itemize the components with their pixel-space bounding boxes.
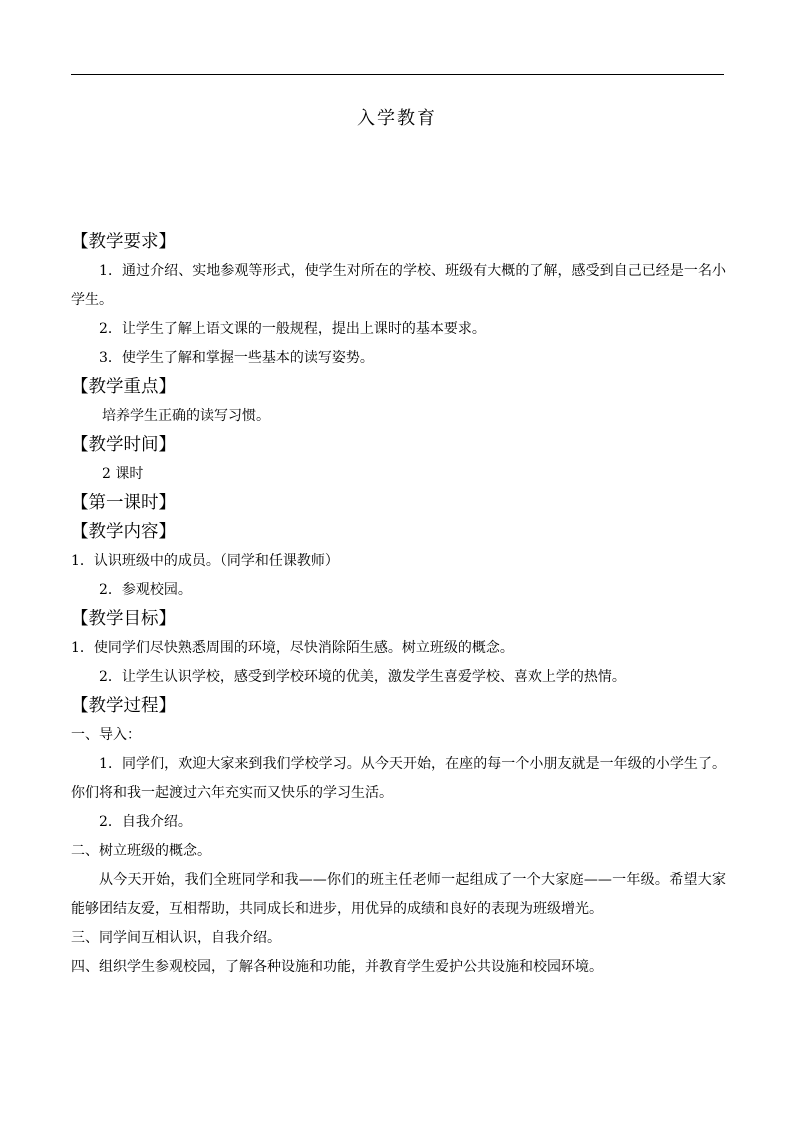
requirement-item: 2．让学生了解上语文课的一般规程，提出上课时的基本要求。 [99, 321, 486, 337]
heading-focus: 【教学重点】 [71, 377, 176, 397]
requirement-item: 1．通过介绍、实地参观等形式，使学生对所在的学校、班级有大概的了解，感受到自己已经是一名小学生。 [71, 263, 726, 308]
heading-goals: 【教学目标】 [71, 609, 176, 629]
process-step-4: 四、组织学生参观校园，了解各种设施和功能，并教育学生爱护公共设施和校园环境。 [71, 959, 603, 975]
goal-item: 2．让学生认识学校，感受到学校环境的优美，激发学生喜爱学校、喜欢上学的热情。 [99, 669, 626, 685]
heading-process: 【教学过程】 [71, 696, 176, 716]
time-text: 2 课时 [102, 466, 144, 482]
requirement-item: 3．使学生了解和掌握一些基本的读写姿势。 [99, 350, 374, 366]
heading-time: 【教学时间】 [71, 435, 176, 455]
process-intro-item: 1．同学们，欢迎大家来到我们学校学习。从今天开始，在座的每一个小朋友就是一年级的小学生了。你们将和我一起渡过六年充实而又快乐的学习生活。 [71, 756, 726, 801]
process-intro-item: 2．自我介绍。 [99, 814, 192, 830]
content-item: 1．认识班级中的成员。（同学和任课教师） [71, 553, 339, 569]
goal-item: 1．使同学们尽快熟悉周围的环境，尽快消除陌生感。树立班级的概念。 [71, 640, 514, 656]
heading-first-lesson: 【第一课时】 [71, 493, 176, 513]
page-title: 入学教育 [357, 108, 437, 129]
process-step-3: 三、同学间互相认识，自我介绍。 [71, 930, 281, 946]
heading-requirements: 【教学要求】 [71, 232, 176, 252]
heading-content: 【教学内容】 [71, 522, 176, 542]
process-step-intro: 一、导入： [71, 727, 141, 743]
content-item: 2．参观校园。 [99, 582, 192, 598]
process-step-2: 二、树立班级的概念。 [71, 843, 211, 859]
process-step-2-text: 从今天开始，我们全班同学和我——你们的班主任老师一起组成了一个大家庭——一年级。希望大家能够团结友爱，互相帮助，共同成长和进步，用优异的成绩和良好的表现为班级增光。 [71, 872, 726, 917]
document-body [71, 228, 726, 982]
header-rule [71, 74, 724, 75]
focus-text: 培养学生正确的读写习惯。 [102, 408, 270, 424]
